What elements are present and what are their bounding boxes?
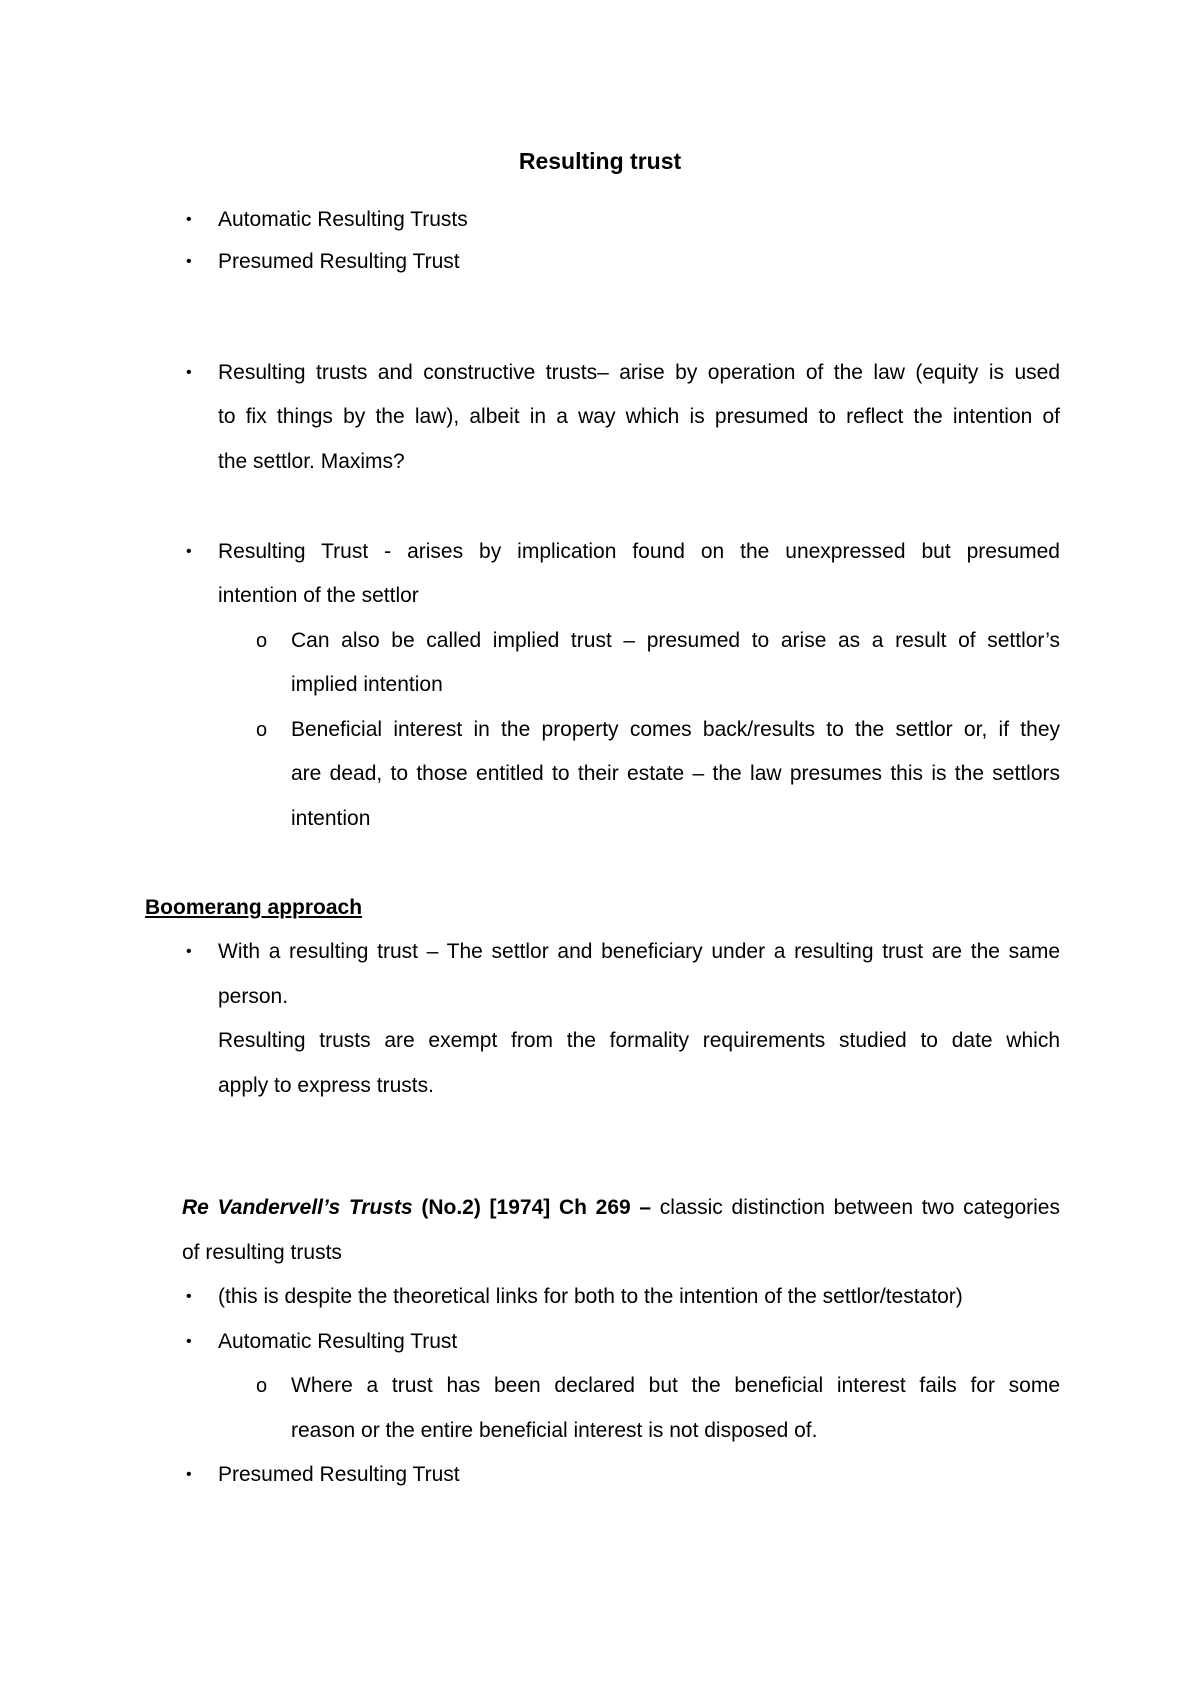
case-name: Re Vandervell’s Trusts [182, 1196, 413, 1219]
case-citation: (No.2) [1974] Ch 269 – [412, 1196, 652, 1219]
list-item: Automatic Resulting Trust [218, 1330, 458, 1353]
bullet-icon: • [186, 364, 192, 381]
paragraph-line: Resulting Trust - arises by implication found on the unexpressed but presumed [218, 540, 1060, 563]
paragraph-line: the settlor. Maxims? [218, 450, 405, 473]
paragraph-line: apply to express trusts. [218, 1074, 434, 1097]
paragraph-line: Resulting trusts and constructive trusts– arise by operation of the law (equity is used [218, 361, 1060, 384]
sub-list-line: intention [291, 807, 371, 830]
list-item: Presumed Resulting Trust [218, 1463, 460, 1486]
case-reference-line [182, 1194, 1060, 1222]
paragraph-line: person. [218, 985, 289, 1008]
sub-list-line: implied intention [291, 673, 443, 696]
case-description: classic distinction between two categories [651, 1196, 1060, 1219]
bullet-icon: • [186, 1288, 192, 1305]
sub-list-line: Can also be called implied trust – presumed to arise as a result of settlor’s [291, 629, 1060, 652]
paragraph-line: to fix things by the law), albeit in a way which is presumed to reflect the intention of [218, 405, 1060, 428]
bullet-icon: • [186, 253, 192, 270]
list-item: (this is despite the theoretical links for both to the intention of the settlor/testator) [218, 1285, 963, 1308]
section-heading: Boomerang approach [145, 896, 363, 919]
paragraph-line: Resulting trusts are exempt from the formality requirements studied to date which [218, 1029, 1060, 1052]
page-title: Resulting trust [518, 148, 682, 174]
bullet-icon: • [186, 1333, 192, 1350]
list-item: Automatic Resulting Trusts [218, 208, 468, 231]
paragraph-line: With a resulting trust – The settlor and beneficiary under a resulting trust are the same [218, 940, 1060, 963]
bullet-icon: • [186, 211, 192, 228]
bullet-icon: • [186, 1466, 192, 1483]
paragraph-line: of resulting trusts [182, 1241, 342, 1264]
sub-bullet-icon: o [256, 719, 268, 741]
list-item: Presumed Resulting Trust [218, 250, 460, 273]
sub-list-line: Where a trust has been declared but the beneficial interest fails for some [291, 1374, 1060, 1397]
sub-bullet-icon: o [256, 1375, 268, 1397]
sub-list-line: reason or the entire beneficial interest is not disposed of. [291, 1419, 818, 1442]
bullet-icon: • [186, 943, 192, 960]
paragraph-line: intention of the settlor [218, 584, 419, 607]
sub-list-line: are dead, to those entitled to their estate – the law presumes this is the settlors [291, 762, 1060, 785]
sub-list-line: Beneficial interest in the property comes back/results to the settlor or, if they [291, 718, 1060, 741]
sub-bullet-icon: o [256, 630, 268, 652]
bullet-icon: • [186, 543, 192, 560]
